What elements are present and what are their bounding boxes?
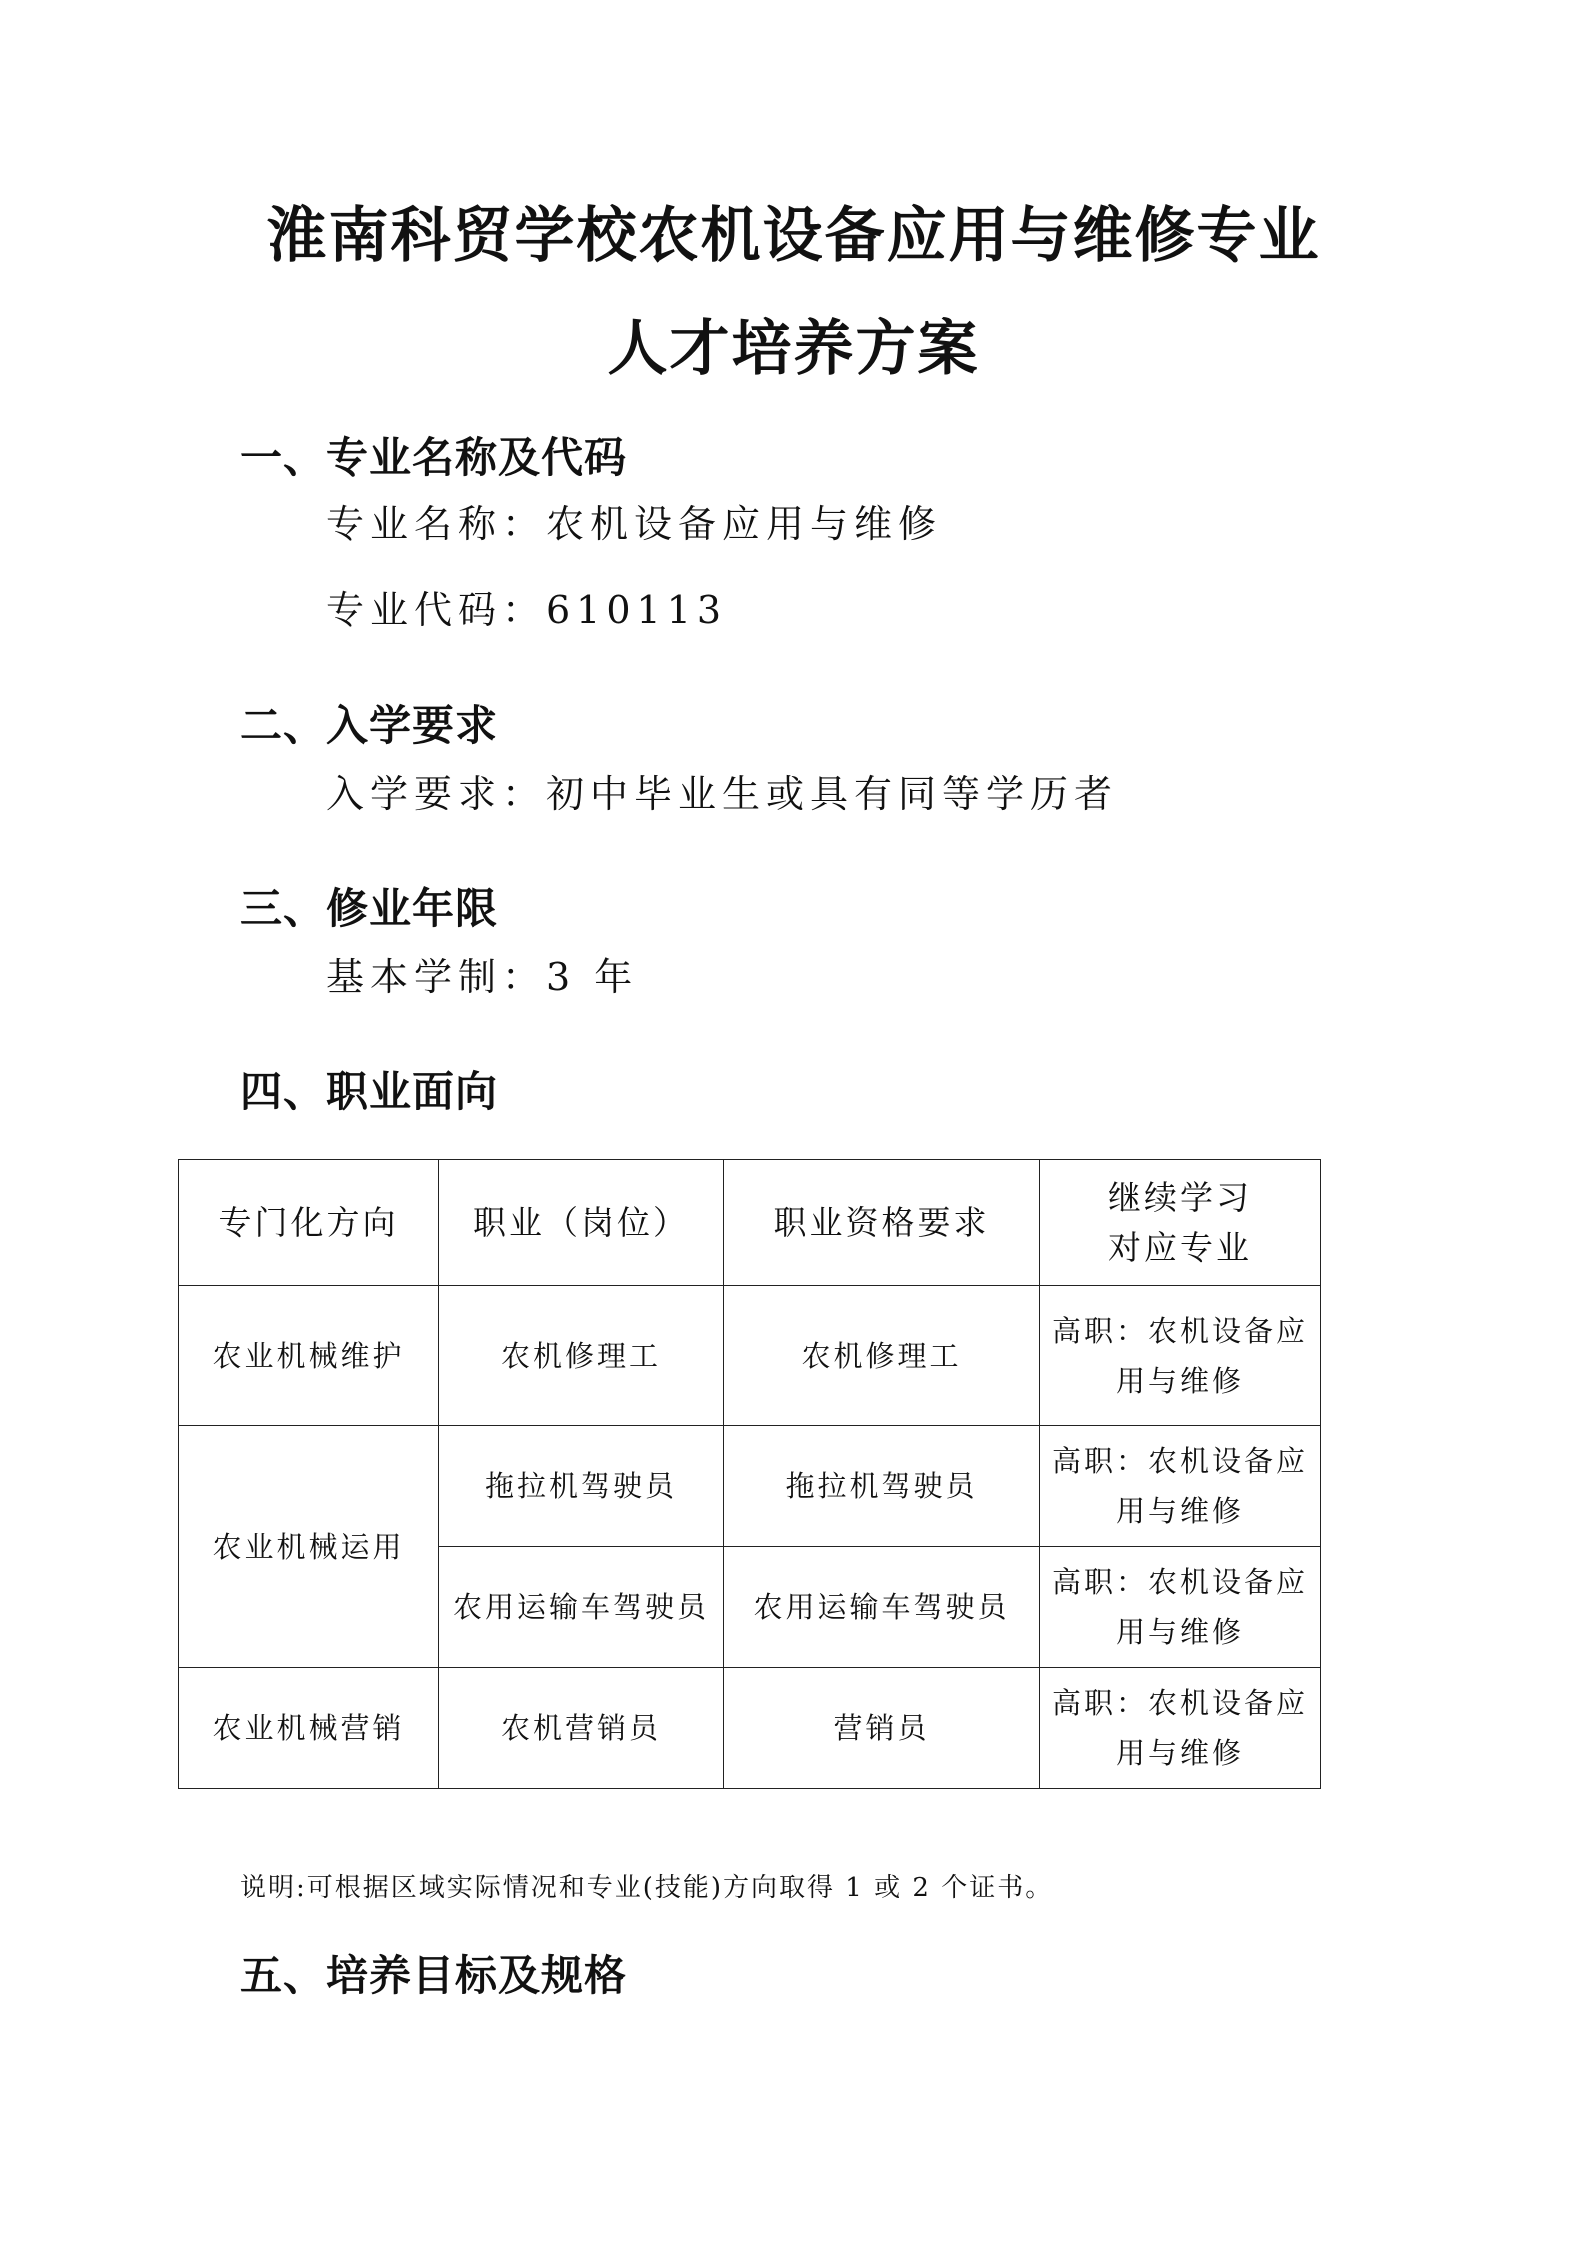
header-further-study-line-1: 继续学习 [1108,1177,1252,1217]
further-study-line-2: 用与维修 [1115,1736,1244,1770]
table-row [179,1668,1321,1789]
cell-further-study [1040,1547,1321,1668]
header-direction: 专门化方向 [179,1160,439,1286]
duration-line: 基本学制：3 年 [326,955,639,999]
header-job: 职业（岗位） [439,1160,724,1286]
further-study-line-2: 用与维修 [1115,1363,1244,1398]
table-note: 说明:可根据区域实际情况和专业(技能)方向取得 1 或 2 个证书。 [240,1873,1054,1903]
further-study-line-1: 高职：农机设备应 [1051,1313,1308,1348]
cell-job: 农机修理工 [439,1286,724,1426]
cell-qualification: 营销员 [724,1668,1040,1789]
header-further-study-line-2: 对应专业 [1108,1227,1252,1267]
document-title-line-2: 人才培养方案 [607,314,980,384]
section-heading-duration: 三、修业年限 [240,884,499,933]
cell-job: 农机营销员 [439,1668,724,1789]
major-name-line: 专业名称：农机设备应用与维修 [326,502,943,546]
table-row [179,1426,1321,1547]
further-study-line-1: 高职：农机设备应 [1051,1565,1308,1599]
further-study-line-1: 高职：农机设备应 [1051,1686,1308,1720]
cell-job: 拖拉机驾驶员 [439,1426,724,1547]
further-study-line-2: 用与维修 [1115,1494,1244,1528]
table-header-row [179,1160,1321,1286]
major-code-line: 专业代码：610113 [326,588,728,632]
table-row [179,1286,1321,1426]
cell-qualification: 农机修理工 [724,1286,1040,1426]
cell-qualification: 拖拉机驾驶员 [724,1426,1040,1547]
further-study-line-1: 高职：农机设备应 [1051,1444,1308,1478]
header-qualification: 职业资格要求 [724,1160,1040,1286]
section-heading-admission: 二、入学要求 [240,701,499,750]
cell-further-study [1040,1426,1321,1547]
further-study-line-2: 用与维修 [1115,1615,1244,1649]
career-table [178,1159,1321,1789]
cell-job: 农用运输车驾驶员 [439,1547,724,1668]
section-heading-training-goals: 五、培养目标及规格 [240,1951,628,2000]
cell-direction: 农业机械运用 [179,1426,439,1668]
admission-requirement-line: 入学要求：初中毕业生或具有同等学历者 [326,772,1119,816]
cell-direction: 农业机械营销 [179,1668,439,1789]
document-title-line-1: 淮南科贸学校农机设备应用与维修专业 [266,201,1321,271]
cell-qualification: 农用运输车驾驶员 [724,1547,1040,1668]
header-further-study [1040,1160,1321,1286]
section-heading-career: 四、职业面向 [240,1067,499,1116]
cell-direction: 农业机械维护 [179,1286,439,1426]
cell-further-study [1040,1668,1321,1789]
cell-further-study [1040,1286,1321,1426]
section-heading-major-name: 一、专业名称及代码 [240,433,628,482]
